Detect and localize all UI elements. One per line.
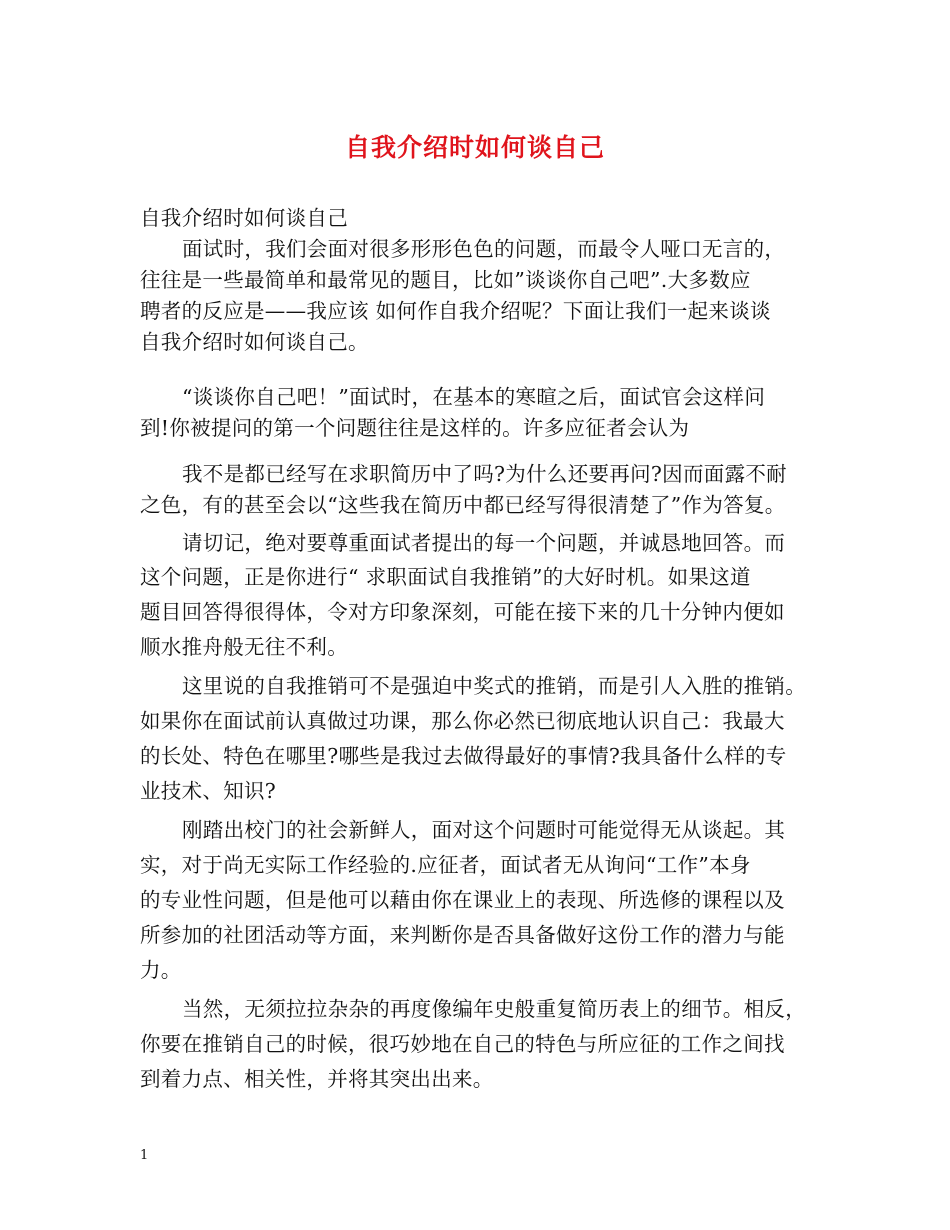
- text-line: 当然，无须拉拉杂杂的再度像编年史般重复简历表上的细节。相反，: [182, 997, 806, 1021]
- text-line: 业技术、知识?: [140, 779, 277, 803]
- text-line: “谈谈你自己吧！”面试时，在基本的寒暄之后，面试官会这样问: [182, 385, 766, 409]
- text-line: 这里说的自我推销可不是强迫中奖式的推销，而是引人入胜的推销。: [182, 674, 806, 698]
- text-line: 实，对于尚无实际工作经验的.应征者，面试者无从询问“工作”本身: [140, 853, 751, 877]
- text-line: 所参加的社团活动等方面，来判断你是否具备做好这份工作的潜力与能: [140, 923, 785, 947]
- text-line: 的专业性问题，但是他可以藉由你在课业上的表现、所选修的课程以及: [140, 888, 785, 912]
- text-line: 自我介绍时如何谈自己: [140, 206, 348, 230]
- document-title: 自我介绍时如何谈自己: [344, 133, 605, 162]
- text-line: 刚踏出校门的社会新鲜人，面对这个问题时可能觉得无从谈起。其: [182, 818, 786, 842]
- text-line: 自我介绍时如何谈自己。: [140, 330, 369, 354]
- text-line: 之色，有的甚至会以“这些我在简历中都已经写得很清楚了”作为答复。: [140, 493, 786, 517]
- text-line: 我不是都已经写在求职简历中了吗?为什么还要再问?因而面露不耐: [182, 462, 787, 486]
- text-line: 面试时，我们会面对很多形形色色的问题，而最令人哑口无言的，: [182, 237, 786, 261]
- text-line: 题目回答得很得体，令对方印象深刻，可能在接下来的几十分钟内便如: [140, 600, 785, 624]
- text-line: 顺水推舟般无往不利。: [140, 635, 348, 659]
- text-line: 的长处、特色在哪里?哪些是我过去做得最好的事情?我具备什么样的专: [140, 744, 787, 768]
- text-line: 你要在推销自己的时候，很巧妙地在自己的特色与所应征的工作之间找: [140, 1032, 785, 1056]
- text-line: 如果你在面试前认真做过功课，那么你必然已彻底地认识自己：我最大: [140, 709, 785, 733]
- text-line: 到!你被提问的第一个问题往往是这样的。许多应征者会认为: [140, 416, 690, 440]
- text-line: 力。: [140, 958, 182, 982]
- text-line: 到着力点、相关性，并将其突出出来。: [140, 1067, 494, 1091]
- text-line: 请切记，绝对要尊重面试者提出的每一个问题，并诚恳地回答。而: [182, 531, 786, 555]
- text-line: 这个问题，正是你进行“ 求职面试自我推销”的大好时机。如果这道: [140, 565, 751, 589]
- text-line: 往往是一些最简单和最常见的题目，比如”谈谈你自己吧”.大多数应: [140, 268, 751, 292]
- page-number: 1: [140, 1148, 149, 1163]
- text-line: 聘者的反应是——我应该 如何作自我介绍呢？下面让我们一起来谈谈: [140, 299, 771, 323]
